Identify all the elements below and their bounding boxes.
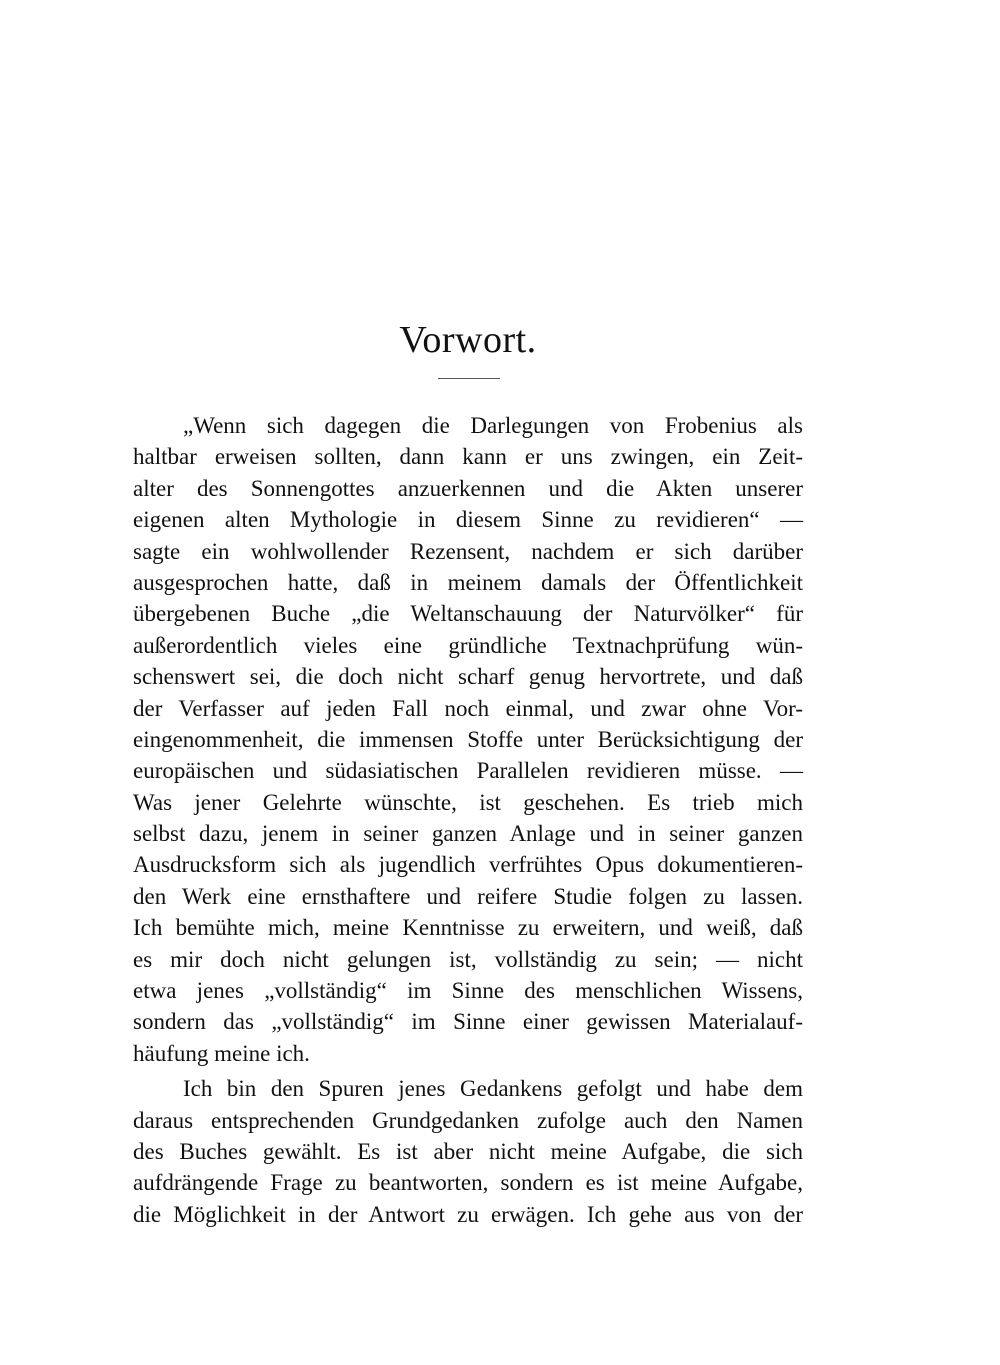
text-line: außerordentlich vieles eine gründliche Textnachprüfung wün- (133, 632, 803, 658)
text-line: des Buches gewählt. Es ist aber nicht meine Aufgabe, die sich (133, 1138, 803, 1164)
text-line: häufung meine ich. (133, 1040, 310, 1066)
text-line: europäischen und südasiatischen Parallelen revidieren müsse. — (133, 758, 803, 784)
page-title: Vorwort. (399, 319, 537, 361)
text-line: übergebenen Buche „die Weltanschauung der Naturvölker“ für (133, 601, 803, 627)
text-line: „Wenn sich dagegen die Darlegungen von Frobenius als (183, 413, 803, 438)
paragraph-2 (133, 1073, 803, 1230)
text-line: sagte ein wohlwollender Rezensent, nachdem er sich darüber (133, 538, 803, 564)
text-line: der Verfasser auf jeden Fall noch einmal, und zwar ohne Vor- (133, 695, 803, 721)
text-line: ausgesprochen hatte, daß in meinem damals der Öffentlichkeit (133, 569, 803, 595)
text-line: eingenommenheit, die immensen Stoffe unter Berücksichtigung der (133, 726, 803, 752)
text-line: daraus entsprechenden Grundgedanken zufolge auch den Namen (133, 1107, 803, 1133)
text-line: sondern das „vollständig“ im Sinne einer gewissen Materialauf- (133, 1009, 803, 1035)
text-line: etwa jenes „vollständig“ im Sinne des menschlichen Wissens, (133, 978, 803, 1004)
text-line: selbst dazu, jenem in seiner ganzen Anlage und in seiner ganzen (133, 821, 803, 847)
text-line: Ich bemühte mich, meine Kenntnisse zu erweitern, und weiß, daß (133, 915, 803, 941)
text-line: Was jener Gelehrte wünschte, ist geschehen. Es trieb mich (133, 789, 803, 815)
paragraph-1 (133, 410, 803, 1069)
text-line: den Werk eine ernsthaftere und reifere Studie folgen zu lassen. (133, 883, 803, 909)
text-line: haltbar erweisen sollten, dann kann er uns zwingen, ein Zeit- (133, 444, 803, 470)
text-line: die Möglichkeit in der Antwort zu erwägen. Ich gehe aus von der (133, 1201, 803, 1227)
text-line: schenswert sei, die doch nicht scharf genug hervortrete, und daß (133, 664, 803, 690)
body-text (133, 410, 803, 1230)
text-line: eigenen alten Mythologie in diesem Sinne zu revidieren“ — (133, 507, 803, 533)
text-line: es mir doch nicht gelungen ist, vollständig zu sein; — nicht (133, 946, 803, 972)
text-line: Ich bin den Spuren jenes Gedankens gefolgt und habe dem (183, 1076, 803, 1102)
text-line: aufdrängende Frage zu beantworten, sondern es ist meine Aufgabe, (133, 1170, 803, 1196)
title-divider (438, 378, 500, 379)
text-line: Ausdrucksform sich als jugendlich verfrühtes Opus dokumentieren- (133, 852, 803, 878)
text-line: alter des Sonnengottes anzuerkennen und die Akten unserer (133, 475, 803, 501)
